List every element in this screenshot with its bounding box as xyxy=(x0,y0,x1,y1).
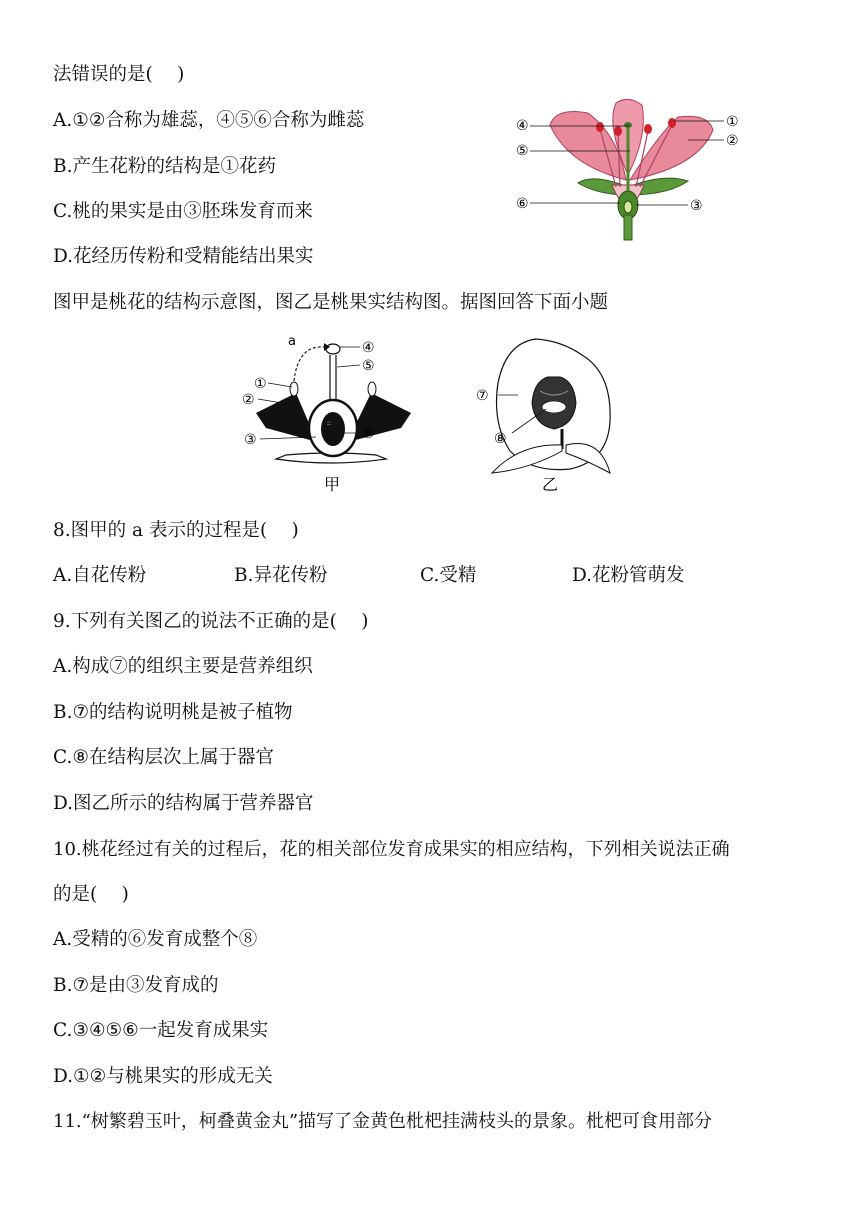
q8-option-d: D.花粉管萌发 xyxy=(572,565,685,586)
flower-label-2: ② xyxy=(726,133,739,149)
flower-ovule xyxy=(624,201,632,213)
flower-label-5: ⑤ xyxy=(516,143,529,159)
q9-option-a: A.构成⑦的组织主要是营养组织 xyxy=(53,656,313,677)
q10-stem-line1: 10.桃花经过有关的过程后，花的相关部位发育成果实的相应结构，下列相关说法正确 xyxy=(53,839,730,860)
q9-option-d: D.图乙所示的结构属于营养器官 xyxy=(53,793,314,814)
q8-option-a: A.自花传粉 xyxy=(53,565,147,586)
flower-label-4: ④ xyxy=(516,118,529,134)
q9-option-b: B.⑦的结构说明桃是被子植物 xyxy=(53,702,293,723)
q7-option-d: D.花经历传粉和受精能结出果实 xyxy=(53,246,314,267)
flower-label-6: ⑥ xyxy=(516,196,529,212)
q10-option-c: C.③④⑤⑥一起发育成果实 xyxy=(53,1020,269,1041)
flower-anther xyxy=(668,118,676,128)
jia-anther xyxy=(290,382,298,396)
jia-label-5: ⑤ xyxy=(362,358,375,374)
jia-anther xyxy=(368,382,376,396)
q8-options xyxy=(53,564,753,588)
yi-label-8: ⑧ xyxy=(494,431,507,447)
q10-option-b: B.⑦是由③发育成的 xyxy=(53,975,219,996)
q7-option-a: A.①②合称为雄蕊，④⑤⑥合称为雌蕊 xyxy=(53,110,365,131)
q7-stem-tail: 法错误的是( ) xyxy=(53,64,185,85)
yi-label-7: ⑦ xyxy=(476,388,489,404)
jia-label-3: ③ xyxy=(244,432,257,448)
jia-label-1: ① xyxy=(254,376,267,392)
jia-arrow-label: a xyxy=(288,334,296,349)
jia-label-4: ④ xyxy=(362,340,375,356)
q9-stem: 9.下列有关图乙的说法不正确的是( ) xyxy=(53,611,369,632)
flower-figure xyxy=(508,95,748,245)
jia-ovule xyxy=(321,412,345,446)
jia-label-6: ⑥ xyxy=(362,426,375,442)
q7-option-b: B.产生花粉的结构是①花药 xyxy=(53,156,276,177)
jia-stigma xyxy=(326,344,340,354)
q7-option-c: C.桃的果实是由③胚珠发育而来 xyxy=(53,201,313,222)
q8-option-b: B.异花传粉 xyxy=(234,565,328,586)
jia-arrow-a xyxy=(294,347,324,381)
flower-label-3: ③ xyxy=(690,198,703,214)
svg-text:::: :: xyxy=(327,420,332,427)
jia-caption: 甲 xyxy=(324,475,341,493)
flower-anther xyxy=(644,124,652,134)
figure-intro: 图甲是桃花的结构示意图，图乙是桃果实结构图。据图回答下面小题 xyxy=(53,292,609,313)
jia-label-2: ② xyxy=(242,392,255,408)
q9-option-c: C.⑧在结构层次上属于器官 xyxy=(53,747,274,768)
flower-anther xyxy=(596,122,604,132)
q8-option-c: C.受精 xyxy=(420,565,477,586)
yi-caption: 乙 xyxy=(542,475,559,493)
q10-option-a: A.受精的⑥发育成整个⑧ xyxy=(53,929,258,950)
q11-stem: 11.“树繁碧玉叶，柯叠黄金丸”描写了金黄色枇杷挂满枝头的景象。枇杷可食用部分 xyxy=(53,1111,713,1132)
figure-jia xyxy=(236,333,426,493)
flower-anther xyxy=(614,126,622,136)
q10-stem-line2: 的是( ) xyxy=(53,884,129,905)
flower-stem xyxy=(624,215,632,240)
flower-stigma xyxy=(624,122,632,128)
q10-option-d: D.①②与桃果实的形成无关 xyxy=(53,1066,273,1087)
q8-stem: 8.图甲的 a 表示的过程是( ) xyxy=(53,520,299,541)
figure-yi xyxy=(470,333,630,493)
flower-label-1: ① xyxy=(726,114,739,130)
